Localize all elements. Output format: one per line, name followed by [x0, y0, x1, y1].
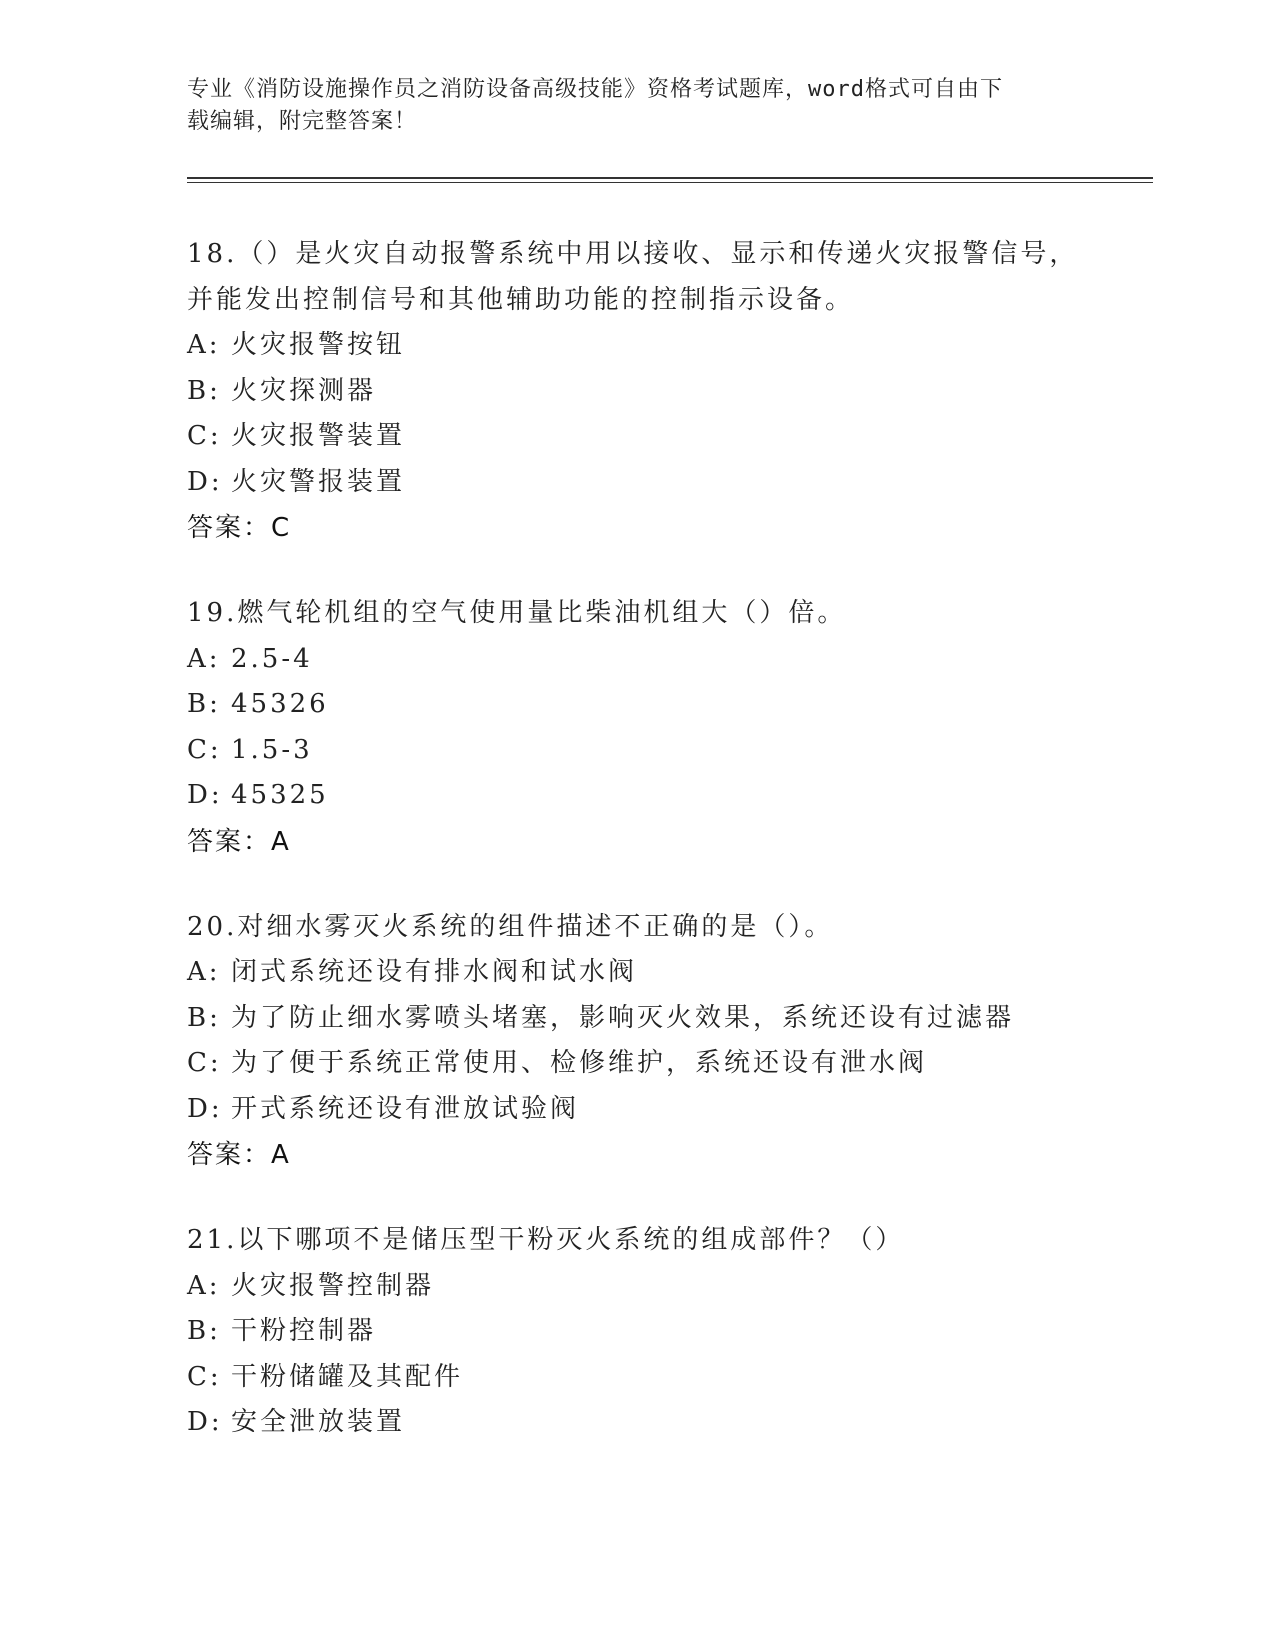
option-text: 为了便于系统正常使用、检修维护，系统还设有泄水阀	[231, 1048, 928, 1078]
option-letter: A:	[187, 1270, 221, 1301]
option-letter: C:	[187, 1361, 222, 1392]
option-text: 安全泄放装置	[231, 1407, 406, 1437]
question-19	[187, 591, 1087, 865]
option-text: 1.5-3	[231, 734, 313, 765]
option-d	[187, 773, 1087, 819]
option-c	[187, 728, 1087, 774]
option-a	[187, 637, 1087, 683]
option-text: 45325	[231, 780, 329, 810]
option-text: 2.5-4	[231, 643, 313, 674]
question-stem: 19.燃气轮机组的空气使用量比柴油机组大（）倍。	[187, 598, 847, 628]
option-c	[187, 1041, 1087, 1087]
option-b	[187, 1309, 1087, 1355]
option-a	[187, 950, 1087, 996]
option-text: 火灾探测器	[231, 375, 377, 406]
option-a	[187, 1264, 1087, 1310]
question-stem: 20.对细水雾灭火系统的组件描述不正确的是（）。	[187, 911, 834, 942]
option-d	[187, 1087, 1087, 1133]
answer-key: 答案：A	[187, 826, 291, 857]
option-d	[187, 460, 1087, 506]
option-text: 火灾报警按钮	[231, 330, 406, 360]
question-18	[187, 232, 1087, 551]
option-d	[187, 1400, 1087, 1446]
option-b	[187, 682, 1087, 728]
question-21	[187, 1218, 1087, 1446]
option-letter: C:	[187, 421, 222, 451]
option-letter: B:	[187, 1316, 221, 1346]
option-b	[187, 369, 1087, 415]
question-stem: 21.以下哪项不是储压型干粉灭火系统的组成部件？（）	[187, 1225, 905, 1255]
option-text: 为了防止细水雾喷头堵塞，影响灭火效果，系统还设有过滤器	[231, 1002, 1015, 1033]
option-letter: D:	[187, 1093, 223, 1124]
option-letter: C:	[187, 734, 222, 765]
question-stem-continued: 并能发出控制信号和其他辅助功能的控制指示设备。	[187, 284, 855, 315]
question-20	[187, 905, 1087, 1179]
option-text: 45326	[231, 689, 329, 719]
question-stem: 18.（）是火灾自动报警系统中用以接收、显示和传递火灾报警信号，	[187, 239, 1079, 269]
header-divider-thin	[187, 182, 1153, 183]
document-intro	[187, 74, 1067, 138]
header-divider-thick	[187, 177, 1153, 179]
option-text: 开式系统还设有泄放试验阀	[231, 1093, 580, 1124]
option-text: 闭式系统还设有排水阀和试水阀	[231, 957, 638, 987]
option-c	[187, 1355, 1087, 1401]
question-list	[187, 232, 1087, 1486]
option-letter: A:	[187, 330, 221, 360]
option-letter: D:	[187, 466, 223, 497]
answer-key: 答案：C	[187, 513, 292, 543]
option-letter: D:	[187, 1407, 223, 1437]
option-letter: B:	[187, 1002, 221, 1033]
option-text: 干粉控制器	[231, 1316, 377, 1346]
option-text: 火灾警报装置	[231, 466, 406, 497]
intro-line-1: 专业《消防设施操作员之消防设备高级技能》资格考试题库，word格式可自由下	[187, 77, 1003, 102]
answer-key: 答案：A	[187, 1140, 291, 1170]
option-text: 火灾报警装置	[231, 421, 406, 451]
option-text: 干粉储罐及其配件	[231, 1361, 464, 1392]
intro-line-2: 载编辑，附完整答案！	[187, 109, 418, 134]
option-letter: B:	[187, 689, 221, 719]
option-letter: A:	[187, 643, 221, 674]
option-c	[187, 414, 1087, 460]
option-letter: A:	[187, 957, 221, 987]
option-letter: D:	[187, 780, 223, 810]
option-text: 火灾报警控制器	[231, 1270, 435, 1301]
option-letter: C:	[187, 1048, 222, 1078]
option-letter: B:	[187, 375, 221, 406]
option-a	[187, 323, 1087, 369]
option-b	[187, 996, 1087, 1042]
